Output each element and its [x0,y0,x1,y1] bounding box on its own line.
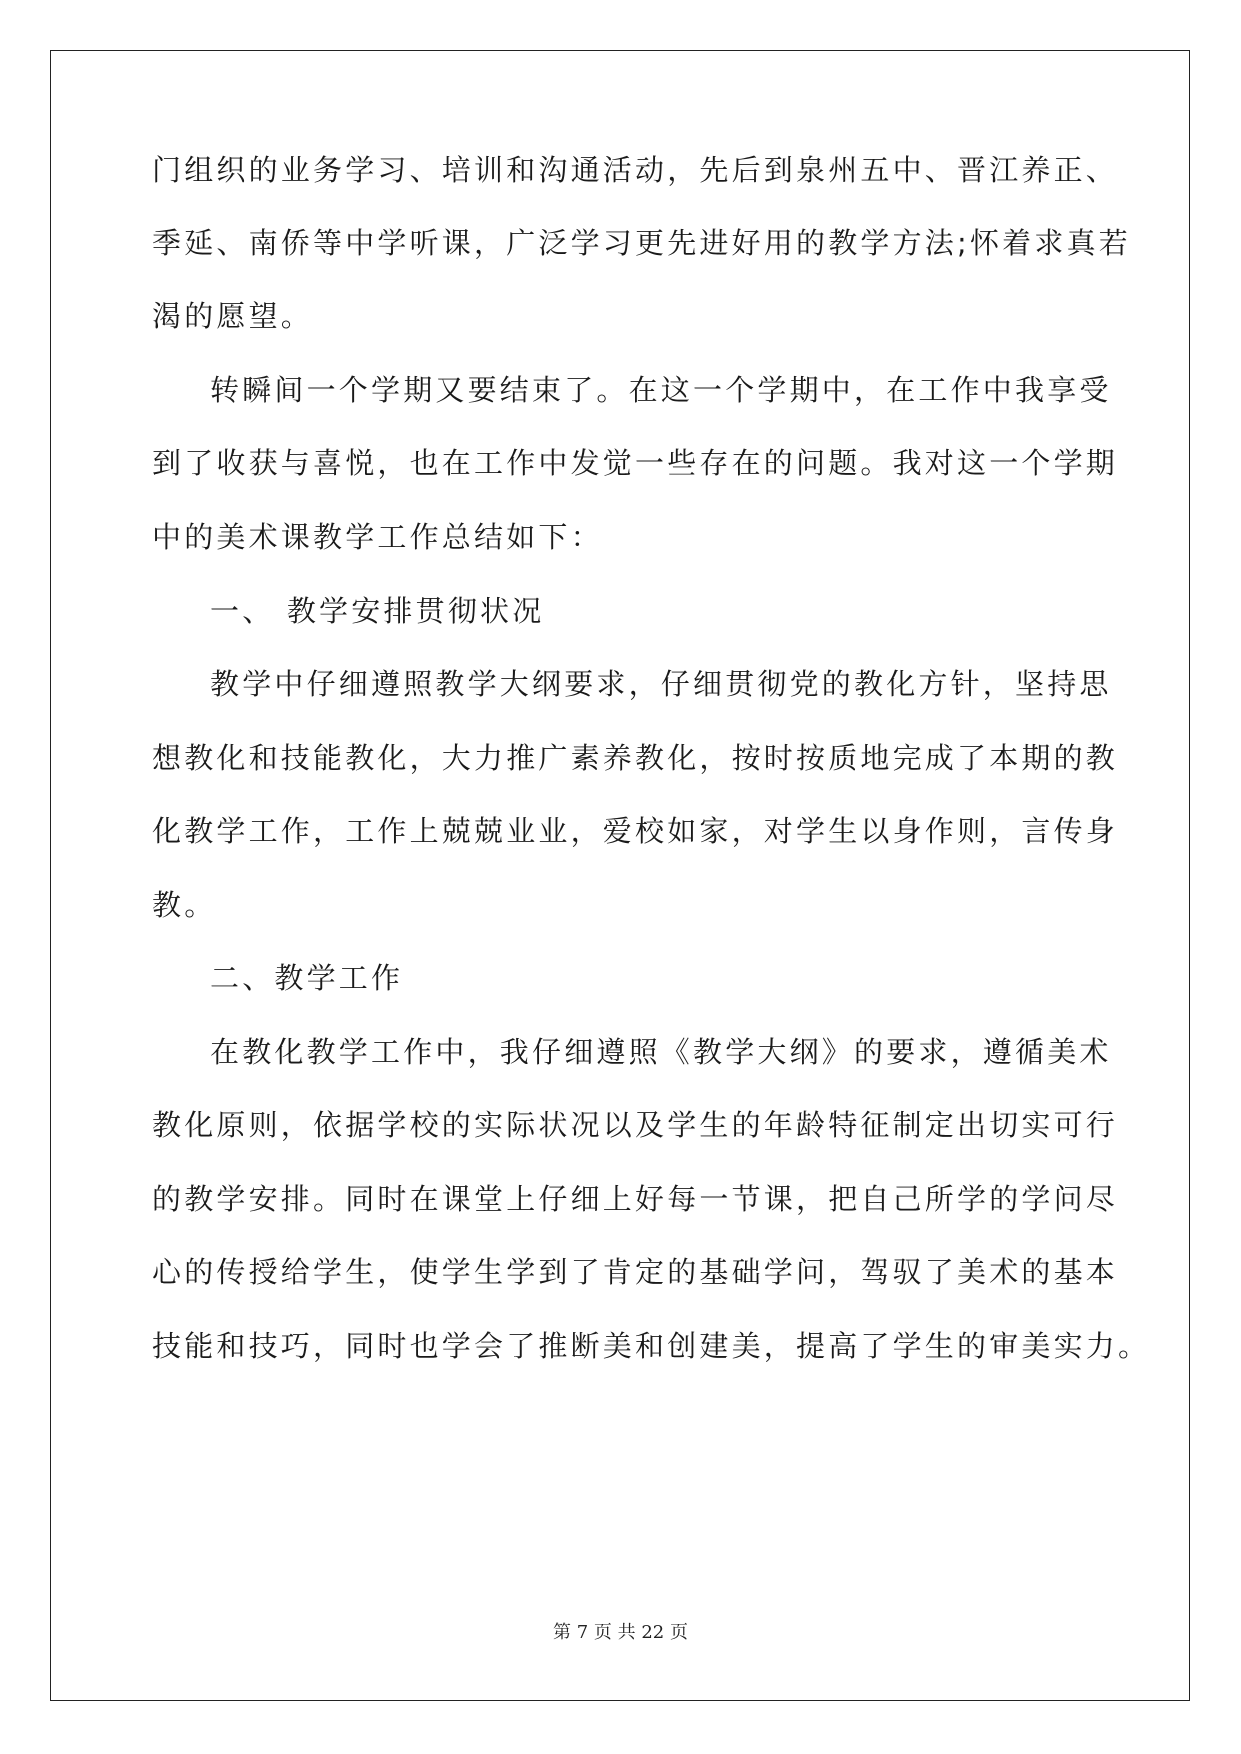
text-line: 教。 [152,888,217,922]
text-line: 教化原则，依据学校的实际状况以及学生的年龄特征制定出切实可行 [152,1108,1119,1142]
text-line: 季延、南侨等中学听课，广泛学习更先进好用的教学方法;怀着求真若 [152,226,1131,260]
text-line: 化教学工作，工作上兢兢业业，爱校如家，对学生以身作则，言传身 [152,814,1119,848]
text-line: 渴的愿望。 [152,299,314,333]
text-line: 技能和技巧，同时也学会了推断美和创建美，提高了学生的审美实力。 [152,1329,1151,1363]
section-heading: 一、 教学安排贯彻状况 [210,594,545,628]
page-number-footer: 第 7 页 共 22 页 [553,1622,688,1643]
text-line: 想教化和技能教化，大力推广素养教化，按时按质地完成了本期的教 [152,741,1119,775]
text-line: 门组织的业务学习、培训和沟通活动，先后到泉州五中、晋江养正、 [152,153,1119,187]
paragraph-first-line: 转瞬间一个学期又要结束了。在这一个学期中，在工作中我享受 [210,373,1112,407]
paragraph-first-line: 在教化教学工作中，我仔细遵照《教学大纲》的要求，遵循美术 [210,1035,1112,1069]
text-line: 心的传授给学生，使学生学到了肯定的基础学问，驾驭了美术的基本 [152,1255,1119,1289]
text-line: 到了收获与喜悦，也在工作中发觉一些存在的问题。我对这一个学期 [152,446,1119,480]
text-line: 的教学安排。同时在课堂上仔细上好每一节课，把自己所学的学问尽 [152,1182,1119,1216]
paragraph-first-line: 教学中仔细遵照教学大纲要求，仔细贯彻党的教化方针，坚持思 [210,667,1112,701]
text-line: 中的美术课教学工作总结如下： [152,520,603,554]
section-heading: 二、教学工作 [210,961,404,995]
